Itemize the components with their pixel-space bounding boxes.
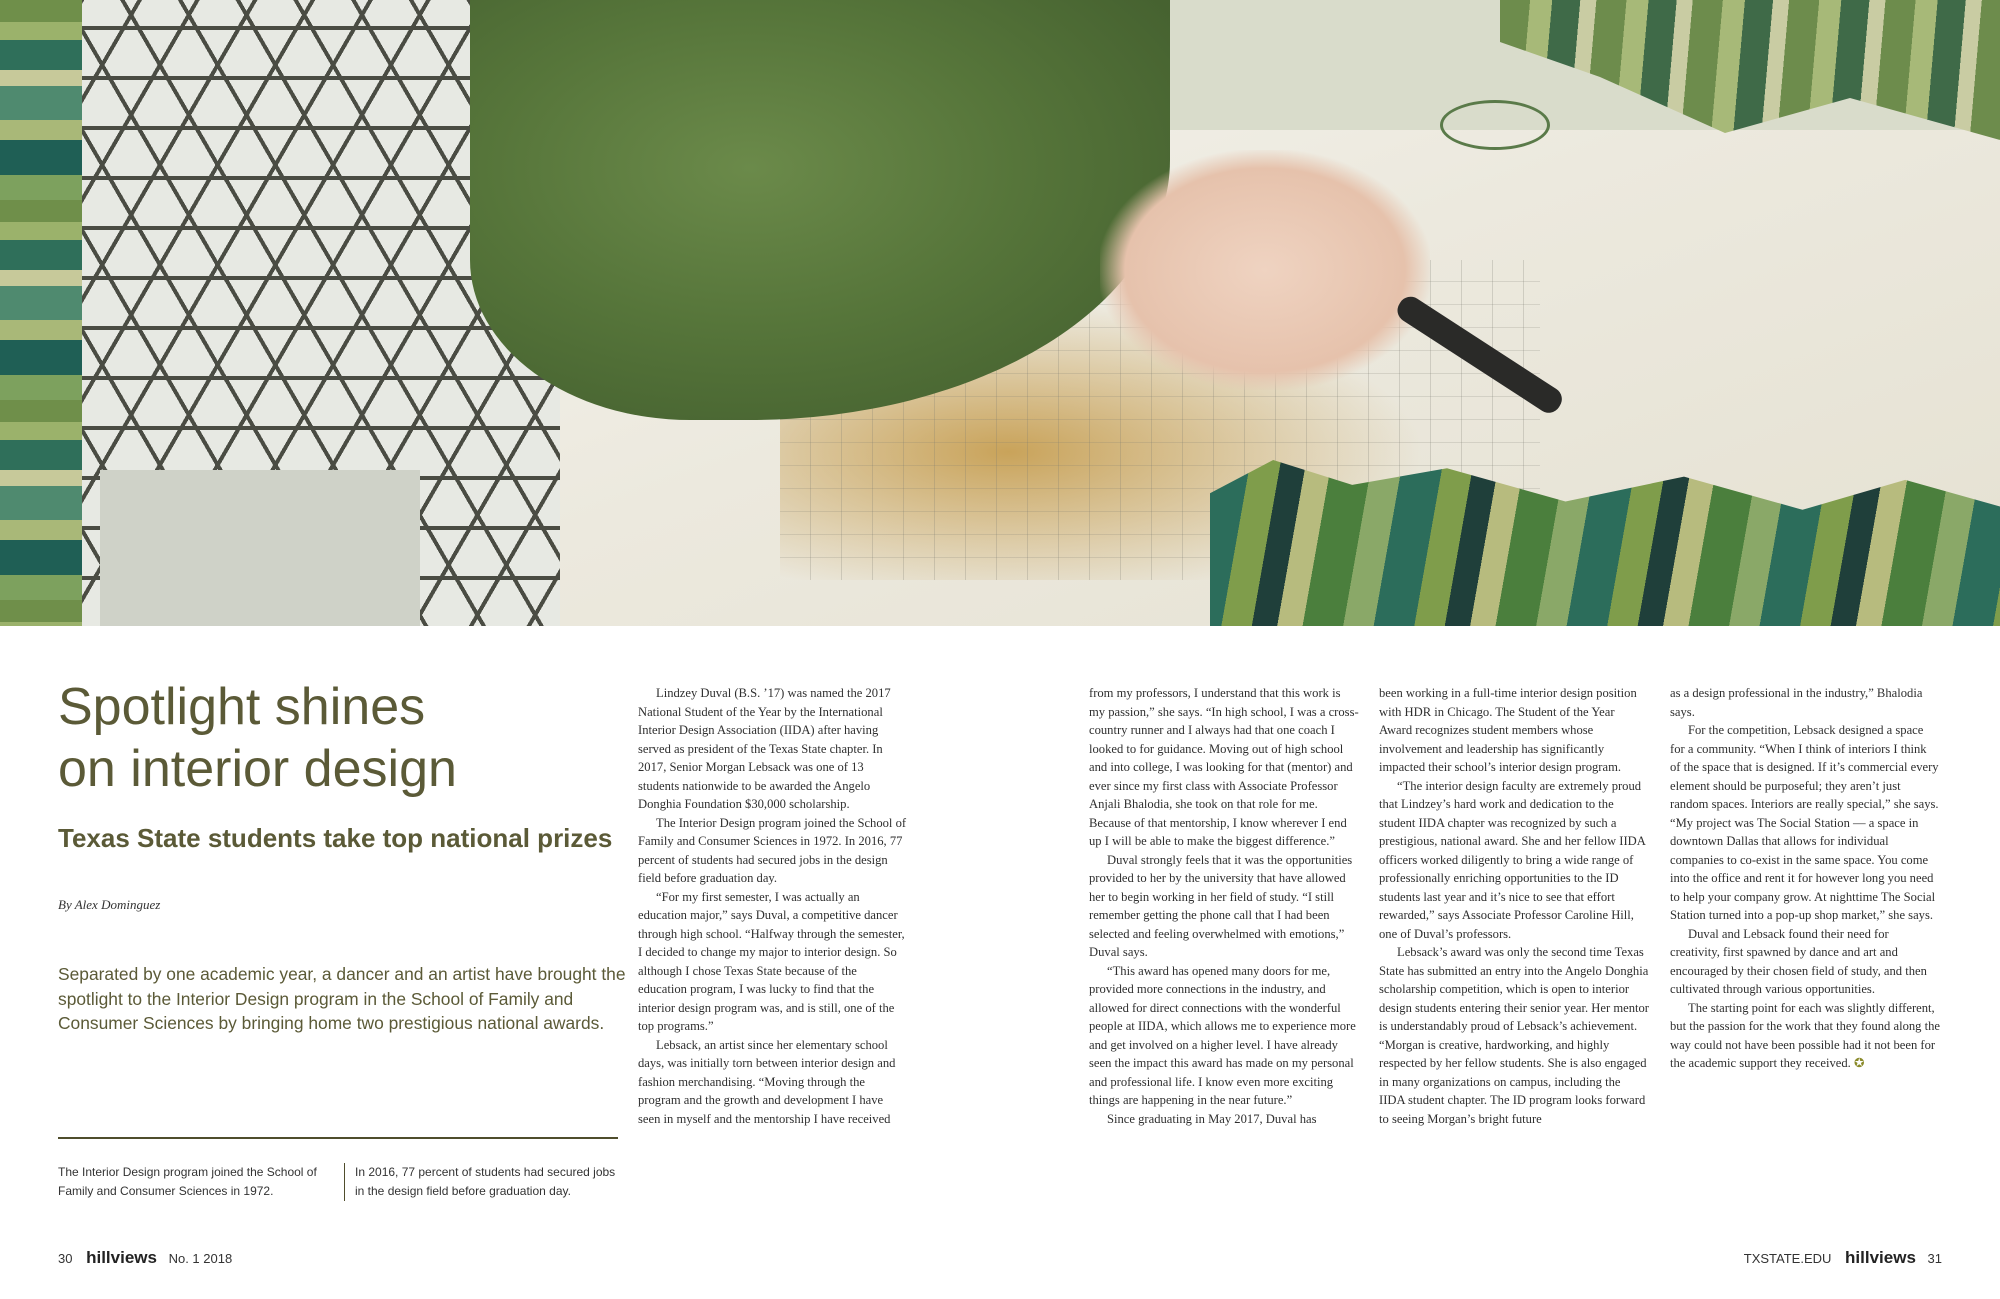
sketch-logo-circle xyxy=(1440,100,1550,150)
paragraph: as a design professional in the industry,” Bhalodia says. xyxy=(1670,686,1923,719)
paragraph: been working in a full-time interior design position with HDR in Chicago. The Student of the Year Award recognizes student members whose involvement and leadership has significantly impacted their school’s interior design program. xyxy=(1379,686,1637,774)
paragraph: For the competition, Lebsack designed a space for a community. “When I think of interiors I think of the space that is designed. If it’s commercial every element should be purposeful; they aren’t just random spaces. Interiors are really special,” she says. “My project was The Social Station — a space in downtown Dallas that allows for individual companies to co-exist in the same space. You come into the office and rent it for however long you need to help your company grow. At nighttime The Social Station turned into a pop-up shop market,” she says. xyxy=(1670,723,1939,922)
callout-divider xyxy=(58,1137,618,1139)
paragraph: “This award has opened many doors for me, provided more connections in the industry, and allowed for direct connections with the wonderful people at IIDA, which allows me to experience more and get involved on a higher level. I have already seen the impact this award has made on my personal and professional life. I know even more exciting things are happening in the near future.” xyxy=(1089,963,1356,1107)
folio-right xyxy=(1744,1248,1942,1268)
magazine-name: hillviews xyxy=(86,1248,157,1267)
paragraph: “The interior design faculty are extremely proud that Lindzey’s hard work and dedication to the student IIDA chapter was recognized by such a prestigious, national award. She and her fellow IIDA officers worked diligently to bring a wide range of professionally enriching opportunities to the ID students last year and it’s nice to see that effort rewarded,” says Associate Professor Caroline Hill, one of Duval’s professors. xyxy=(1379,778,1646,941)
page-number-right: 31 xyxy=(1927,1251,1942,1266)
paragraph: Lebsack, an artist since her elementary school days, was initially torn between interior design and fashion merchandising. “Moving through the program and the growth and development I have seen in myself and the mentorship I have received xyxy=(638,1037,896,1126)
paragraph: The Interior Design program joined the School of Family and Consumer Sciences in 1972. In 2016, 77 percent of students had secured jobs in the design field before graduation day. xyxy=(638,815,907,885)
issue-label: No. 1 2018 xyxy=(168,1251,233,1266)
callout-fact-2: In 2016, 77 percent of students had secured jobs in the design field before graduation day. xyxy=(344,1163,616,1201)
paragraph: Lebsack’s award was only the second time Texas State has submitted an entry into the Angelo Donghia scholarship competition, which is open to interior design students entering their senior year. Her mentor is understandably proud of Lebsack’s achievement. “Morgan is creative, hardworking, and highly respected by her fellow students. She is also engaged in many organizations on campus, including the IIDA student chapter. The ID program looks forward to seeing Morgan’s bright future xyxy=(1379,945,1649,1126)
body-column-4 xyxy=(1670,684,1940,1073)
article-subtitle: Texas State students take top national prizes xyxy=(58,823,613,853)
callout-fact-1: The Interior Design program joined the School of Family and Consumer Sciences in 1972. xyxy=(58,1165,317,1198)
folio-left xyxy=(58,1248,232,1268)
body-column-3 xyxy=(1379,684,1649,1128)
final-paragraph-text: The starting point for each was slightly different, but the passion for the work that they found along the way could not have been possible had it not been for the academic support they received. xyxy=(1670,1000,1941,1070)
paragraph: Lindzey Duval (B.S. ’17) was named the 2017 National Student of the Year by the International Interior Design Association (IIDA) after having served as president of the Texas State chapter. In 2017, Senior Morgan Lebsack was one of 13 students nationwide to be awarded the Angelo Donghia Foundation $30,000 scholarship. xyxy=(638,686,891,811)
paragraph: Duval and Lebsack found their need for creativity, first spawned by dance and art and encouraged by their chosen field of study, and then cultivated through various opportunities. xyxy=(1670,926,1927,996)
byline: By Alex Dominguez xyxy=(58,897,161,912)
paragraph: Since graduating in May 2017, Duval has xyxy=(1107,1111,1317,1126)
hero-photo-collage xyxy=(0,0,2000,626)
website-label: TXSTATE.EDU xyxy=(1743,1251,1832,1266)
paragraph: “For my first semester, I was actually an education major,” says Duval, a competitive dancer through high school. “Halfway through the semester, I decided to change my major to interior design. So although I chose Texas State because of the education program, I was lucky to find that the interior design program was, and is still, one of the top programs.” xyxy=(638,889,905,1033)
paragraph xyxy=(1670,999,1940,1073)
drawing-hand xyxy=(1100,150,1430,390)
paragraph: Duval strongly feels that it was the opportunities provided to her by the university that have allowed her to begin working in her field of study. “I still remember getting the phone call that I had been selected and feeling overwhelmed with emotions,” Duval says. xyxy=(1089,852,1353,959)
fabric-swatches-top-right xyxy=(1500,0,2000,140)
article-title xyxy=(58,676,598,800)
body-column-2 xyxy=(1089,684,1359,1128)
paragraph: from my professors, I understand that this work is my passion,” she says. “In high school, I was a cross-country runner and I always had that one coach I looked to for guidance. Moving out of high school and into college, I was looking for that (mentor) and ever since my first class with Associate Professor Anjali Bhalodia, she took on that role for me. Because of that mentorship, I know wherever I end up I will be able to make the biggest difference.” xyxy=(1089,686,1359,848)
title-line-2: on interior design xyxy=(58,740,457,798)
page-number-left: 30 xyxy=(58,1251,73,1266)
floorplan-sketch xyxy=(100,470,420,626)
intro-paragraph: Separated by one academic year, a dancer and an artist have brought the spotlight to the Interior Design program in the School of Family and Consumer Sciences by bringing home two prestigious national awards. xyxy=(58,964,626,1033)
body-column-1 xyxy=(638,684,908,1128)
end-of-article-icon: ✪ xyxy=(1853,1056,1865,1070)
fabric-swatches-left xyxy=(0,0,82,626)
title-line-1: Spotlight shines xyxy=(58,678,426,736)
magazine-name: hillviews xyxy=(1845,1248,1916,1267)
